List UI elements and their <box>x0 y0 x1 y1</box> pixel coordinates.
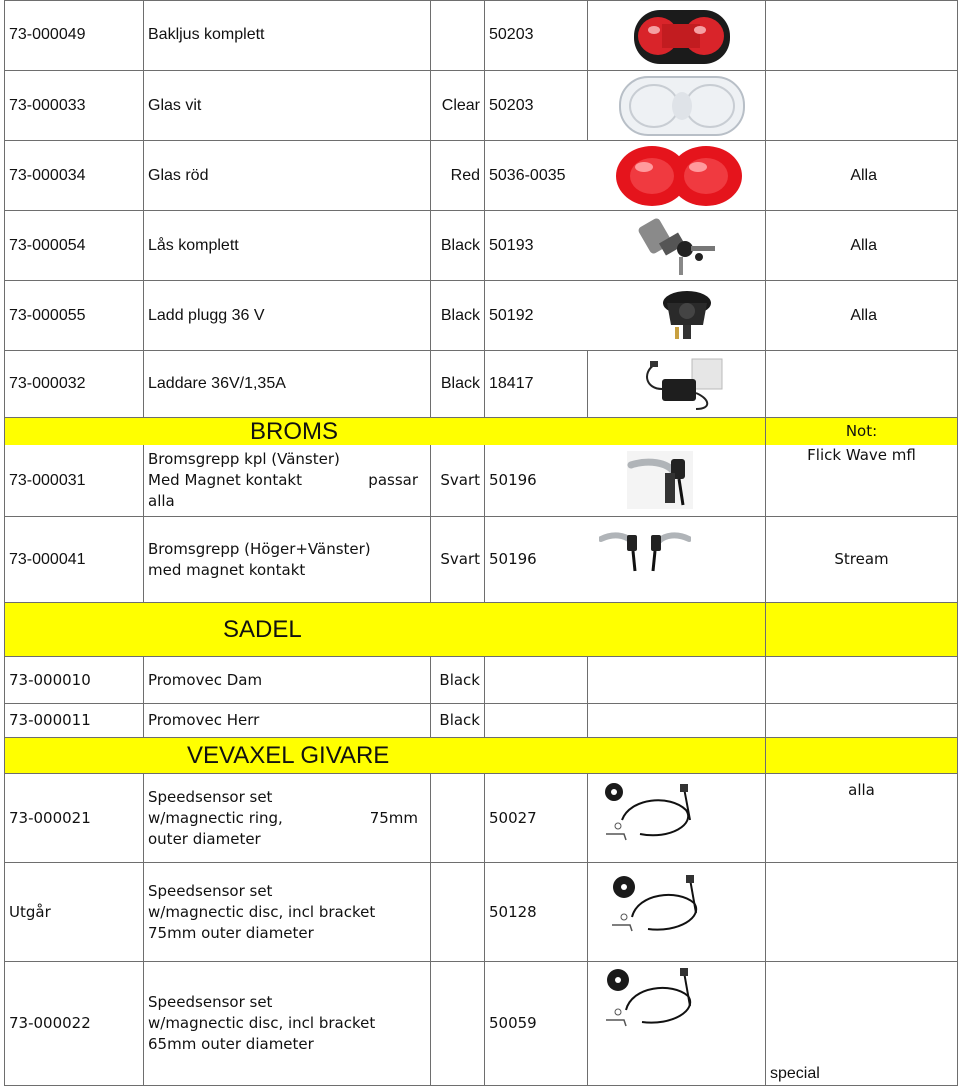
row-3-note: Alla <box>766 141 958 211</box>
saddle-row-2-code: 73-000011 <box>4 704 144 738</box>
row-2-code: 73-000033 <box>4 71 144 141</box>
row-2-image <box>588 71 766 141</box>
row-3-part-text: 5036-0035 <box>489 166 566 184</box>
row-4-color: Black <box>431 211 485 281</box>
sensor-row-1-code: 73-000021 <box>4 774 144 863</box>
sensor-row-3-note: special <box>766 962 958 1086</box>
brake-row-1-name-line1: Bromsgrepp kpl (Vänster) <box>148 450 340 468</box>
sensor-row-2-note <box>766 863 958 962</box>
clear-lens-icon <box>592 73 762 139</box>
brake-row-2-note: Stream <box>766 517 958 603</box>
row-4-note: Alla <box>766 211 958 281</box>
brake-row-1-name-line2-wrap <box>148 470 418 491</box>
sensor-row-1-name <box>144 774 431 863</box>
brake-row-1-name-line3: alla <box>148 492 175 510</box>
saddle-row-1-image <box>588 657 766 704</box>
brake-row-1-name-line2: Med Magnet kontakt <box>148 471 302 489</box>
saddle-row-1-name: Promovec Dam <box>144 657 431 704</box>
saddle-row-1-code: 73-000010 <box>4 657 144 704</box>
brake-row-1-note: Flick Wave mfl <box>766 445 958 517</box>
brake-lever-icon <box>627 451 693 509</box>
sensor-row-2-color <box>431 863 485 962</box>
sensor-row-1-size: 75mm <box>369 808 418 827</box>
row-4-part <box>485 211 766 281</box>
broms-note-label: Not: <box>766 418 958 445</box>
row-3-color: Red <box>431 141 485 211</box>
row-4-code: 73-000054 <box>4 211 144 281</box>
row-1-note <box>766 0 958 71</box>
speed-sensor-icon <box>600 780 700 850</box>
row-5-part <box>485 281 766 351</box>
table-top-border <box>4 0 958 1</box>
sadel-header-note <box>766 603 958 657</box>
section-title-sadel: SADEL <box>4 603 766 657</box>
row-4-name: Lås komplett <box>144 211 431 281</box>
sensor-row-2-code: Utgår <box>4 863 144 962</box>
saddle-row-1-color: Black <box>431 657 485 704</box>
saddle-row-2-note <box>766 704 958 738</box>
brake-row-2-part-text: 50196 <box>489 550 537 568</box>
brake-row-1-name <box>144 445 431 517</box>
brake-row-2-part <box>485 517 766 603</box>
row-2-color: Clear <box>431 71 485 141</box>
sensor-row-3-color <box>431 962 485 1086</box>
charge-plug-icon <box>653 283 723 349</box>
saddle-row-2-name: Promovec Herr <box>144 704 431 738</box>
row-1-image <box>588 0 766 71</box>
sensor-row-1-image <box>588 774 766 863</box>
charger-icon <box>636 353 726 415</box>
broms-header-spacer <box>587 418 766 445</box>
sensor-row-1-name-a: Speedsensor set w/magnectic ring, <box>148 787 283 827</box>
brake-row-2-color: Svart <box>431 517 485 603</box>
lock-key-icon <box>635 213 725 279</box>
row-4-part-text: 50193 <box>489 236 534 254</box>
sensor-row-2-name: Speedsensor set w/magnectic disc, incl bracket 75mm outer diameter <box>144 863 431 962</box>
sensor-row-1-part: 50027 <box>485 774 588 863</box>
row-5-name: Ladd plugg 36 V <box>144 281 431 351</box>
red-lens-icon <box>614 143 744 209</box>
saddle-row-1-part <box>485 657 588 704</box>
row-5-color: Black <box>431 281 485 351</box>
saddle-row-2-image <box>588 704 766 738</box>
vevaxel-header-note <box>766 738 958 774</box>
sensor-row-1-name-b: outer diameter <box>148 829 261 848</box>
sensor-row-1-name-top <box>148 787 418 829</box>
row-1-part: 50203 <box>485 0 588 71</box>
row-1-name: Bakljus komplett <box>144 0 431 71</box>
row-3-code: 73-000034 <box>4 141 144 211</box>
speed-sensor-icon <box>602 966 702 1036</box>
row-1-color <box>431 0 485 71</box>
rear-light-icon <box>592 2 762 70</box>
brake-row-2-code: 73-000041 <box>4 517 144 603</box>
row-6-part: 18417 <box>485 351 588 418</box>
row-3-part <box>485 141 766 211</box>
row-6-code: 73-000032 <box>4 351 144 418</box>
brake-row-2-name: Bromsgrepp (Höger+Vänster) med magnet kontakt <box>144 517 431 603</box>
sensor-row-2-part: 50128 <box>485 863 588 962</box>
saddle-row-1-note <box>766 657 958 704</box>
row-6-name: Laddare 36V/1,35A <box>144 351 431 418</box>
row-5-code: 73-000055 <box>4 281 144 351</box>
row-5-note: Alla <box>766 281 958 351</box>
saddle-row-2-color: Black <box>431 704 485 738</box>
row-3-name: Glas röd <box>144 141 431 211</box>
sensor-row-3-name: Speedsensor set w/magnectic disc, incl bracket 65mm outer diameter <box>144 962 431 1086</box>
speed-sensor-icon <box>608 873 708 943</box>
brake-row-1-color: Svart <box>431 445 485 517</box>
brake-row-1-code: 73-000031 <box>4 445 144 517</box>
brake-row-1-name-line2b: passar <box>368 471 418 489</box>
row-6-color: Black <box>431 351 485 418</box>
row-6-note <box>766 351 958 418</box>
brake-levers-pair-icon <box>599 525 691 573</box>
section-title-vevaxel: VEVAXEL GIVARE <box>4 738 766 774</box>
sensor-row-3-image <box>588 962 766 1086</box>
row-2-note <box>766 71 958 141</box>
brake-row-1-part-text: 50196 <box>489 471 537 489</box>
sensor-row-3-code: 73-000022 <box>4 962 144 1086</box>
sensor-row-1-color <box>431 774 485 863</box>
sensor-row-1-note: alla <box>766 774 958 863</box>
section-title-broms: BROMS <box>4 418 587 445</box>
row-2-part: 50203 <box>485 71 588 141</box>
row-6-image <box>588 351 766 418</box>
saddle-row-2-part <box>485 704 588 738</box>
brake-row-1-part <box>485 445 766 517</box>
row-5-part-text: 50192 <box>489 306 534 324</box>
row-2-name: Glas vit <box>144 71 431 141</box>
row-1-code: 73-000049 <box>4 0 144 71</box>
sensor-row-3-part: 50059 <box>485 962 588 1086</box>
sensor-row-2-image <box>588 863 766 962</box>
